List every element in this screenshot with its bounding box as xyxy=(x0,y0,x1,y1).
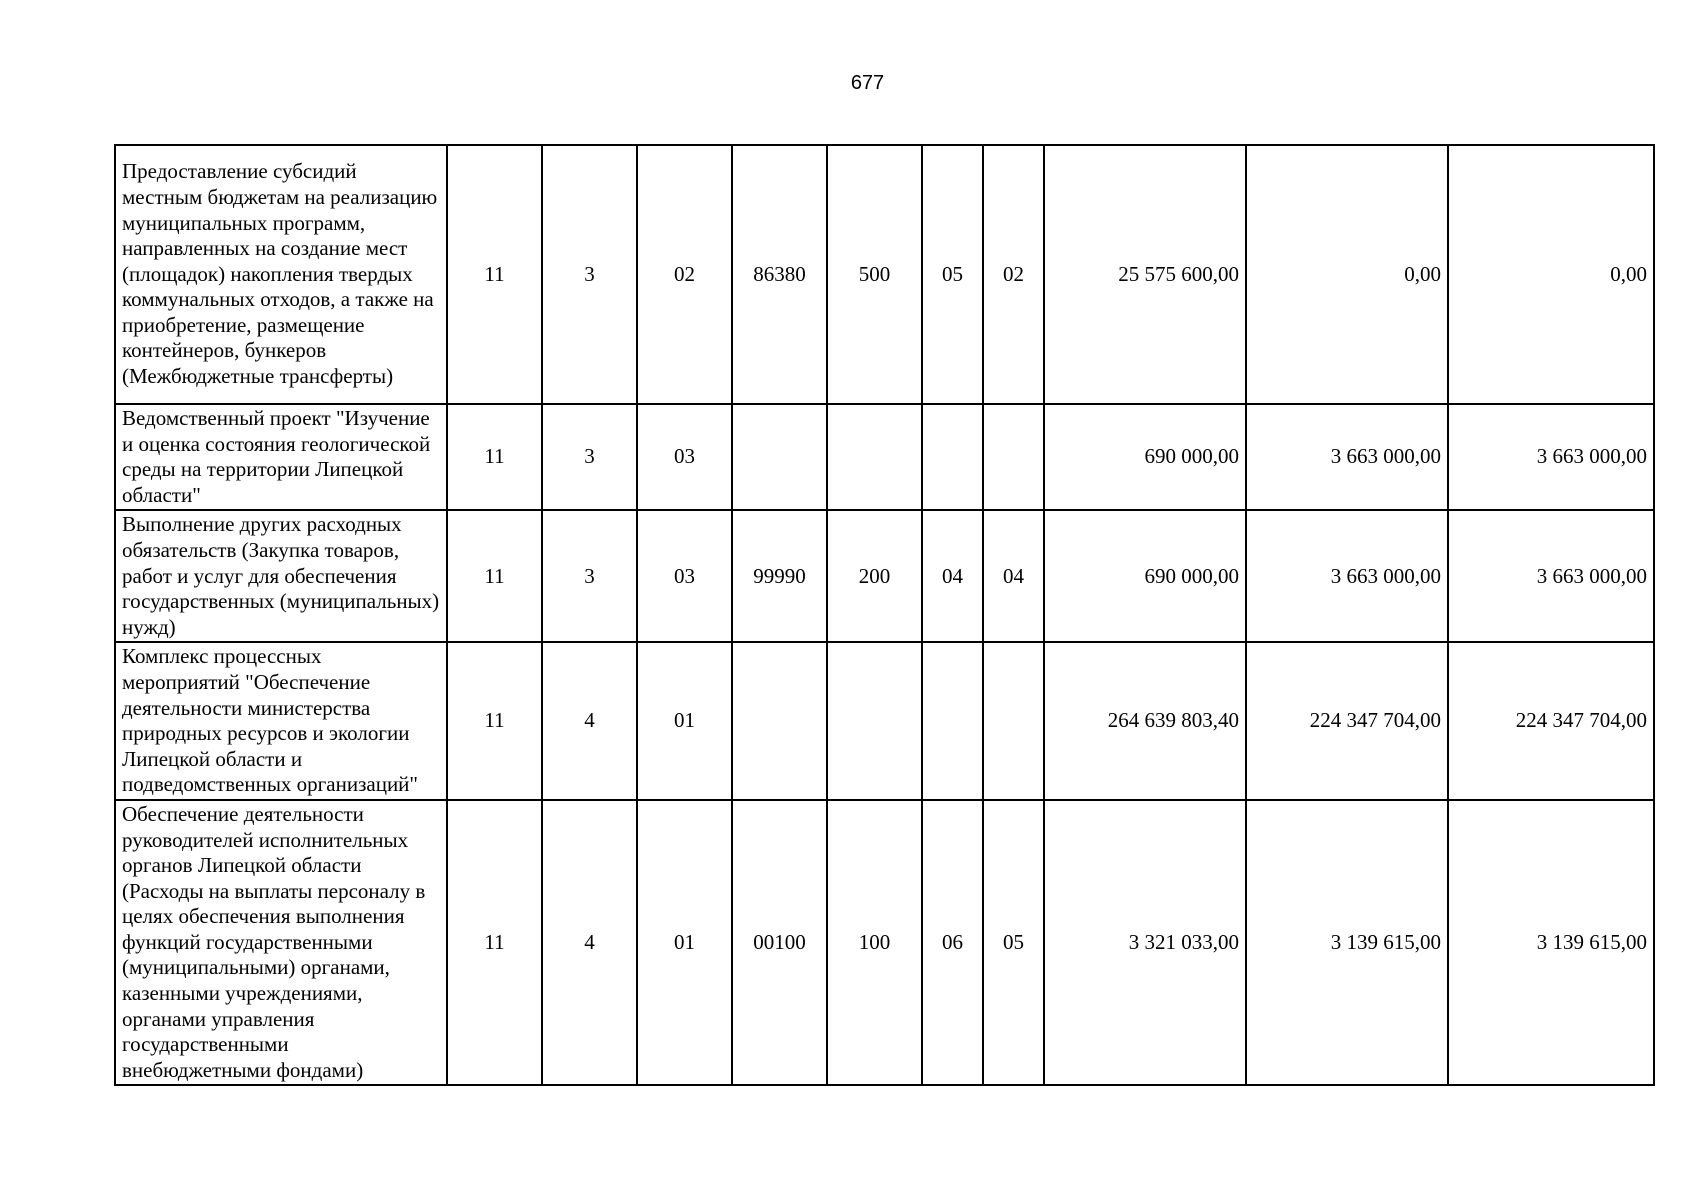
code-cell: 11 xyxy=(447,404,542,510)
code-cell: 200 xyxy=(827,510,922,642)
code-cell: 3 xyxy=(542,404,637,510)
code-cell: 11 xyxy=(447,800,542,1086)
code-cell: 4 xyxy=(542,642,637,800)
amount-cell: 264 639 803,40 xyxy=(1044,642,1246,800)
code-cell xyxy=(827,642,922,800)
code-cell: 01 xyxy=(637,642,732,800)
table-row xyxy=(115,510,1654,642)
code-cell xyxy=(827,404,922,510)
code-cell: 04 xyxy=(922,510,983,642)
table-row xyxy=(115,404,1654,510)
table-row xyxy=(115,145,1654,404)
amount-cell: 224 347 704,00 xyxy=(1448,642,1654,800)
code-cell: 03 xyxy=(637,404,732,510)
code-cell: 01 xyxy=(637,800,732,1086)
row-name: Ведомственный проект "Изучение и оценка состояния геологической среды на территории Липецкой области" xyxy=(115,404,447,510)
code-cell: 02 xyxy=(983,145,1044,404)
code-cell xyxy=(732,404,827,510)
amount-cell: 690 000,00 xyxy=(1044,510,1246,642)
code-cell: 500 xyxy=(827,145,922,404)
amount-cell: 0,00 xyxy=(1246,145,1448,404)
amount-cell: 224 347 704,00 xyxy=(1246,642,1448,800)
code-cell: 04 xyxy=(983,510,1044,642)
amount-cell: 25 575 600,00 xyxy=(1044,145,1246,404)
code-cell: 3 xyxy=(542,145,637,404)
code-cell: 11 xyxy=(447,145,542,404)
code-cell: 3 xyxy=(542,510,637,642)
table-row xyxy=(115,800,1654,1086)
code-cell: 00100 xyxy=(732,800,827,1086)
code-cell xyxy=(922,642,983,800)
code-cell xyxy=(732,642,827,800)
code-cell: 06 xyxy=(922,800,983,1086)
budget-table xyxy=(114,144,1655,1086)
amount-cell: 3 139 615,00 xyxy=(1448,800,1654,1086)
row-name: Комплекс процессных мероприятий "Обеспечение деятельности министерства природных ресурсов и экологии Липецкой области и подведомственных организаций" xyxy=(115,642,447,800)
amount-cell: 3 663 000,00 xyxy=(1246,404,1448,510)
code-cell: 02 xyxy=(637,145,732,404)
code-cell: 99990 xyxy=(732,510,827,642)
code-cell xyxy=(922,404,983,510)
amount-cell: 3 663 000,00 xyxy=(1448,510,1654,642)
code-cell: 05 xyxy=(922,145,983,404)
code-cell: 03 xyxy=(637,510,732,642)
row-name: Предоставление субсидий местным бюджетам на реализацию муниципальных программ, направленных на создание мест (площадок) накопления твердых коммунальных отходов, а также на приобретение, размещение контейнеров, бункеров (Межбюджетные трансферты) xyxy=(115,145,447,404)
amount-cell: 0,00 xyxy=(1448,145,1654,404)
code-cell: 05 xyxy=(983,800,1044,1086)
page-number: 677 xyxy=(850,72,885,94)
code-cell: 100 xyxy=(827,800,922,1086)
code-cell: 11 xyxy=(447,642,542,800)
code-cell xyxy=(983,404,1044,510)
amount-cell: 3 663 000,00 xyxy=(1448,404,1654,510)
row-name: Обеспечение деятельности руководителей исполнительных органов Липецкой области (Расходы на выплаты персоналу в целях обеспечения выполнения функций государственными (муниципальными) органами, казенными учреждениями, органами управления государственными внебюджетными фондами) xyxy=(115,800,447,1086)
code-cell: 4 xyxy=(542,800,637,1086)
amount-cell: 3 321 033,00 xyxy=(1044,800,1246,1086)
code-cell: 11 xyxy=(447,510,542,642)
amount-cell: 3 663 000,00 xyxy=(1246,510,1448,642)
code-cell xyxy=(983,642,1044,800)
code-cell: 86380 xyxy=(732,145,827,404)
row-name: Выполнение других расходных обязательств (Закупка товаров, работ и услуг для обеспечения государственных (муниципальных) нужд) xyxy=(115,510,447,642)
table-row xyxy=(115,642,1654,800)
amount-cell: 690 000,00 xyxy=(1044,404,1246,510)
amount-cell: 3 139 615,00 xyxy=(1246,800,1448,1086)
